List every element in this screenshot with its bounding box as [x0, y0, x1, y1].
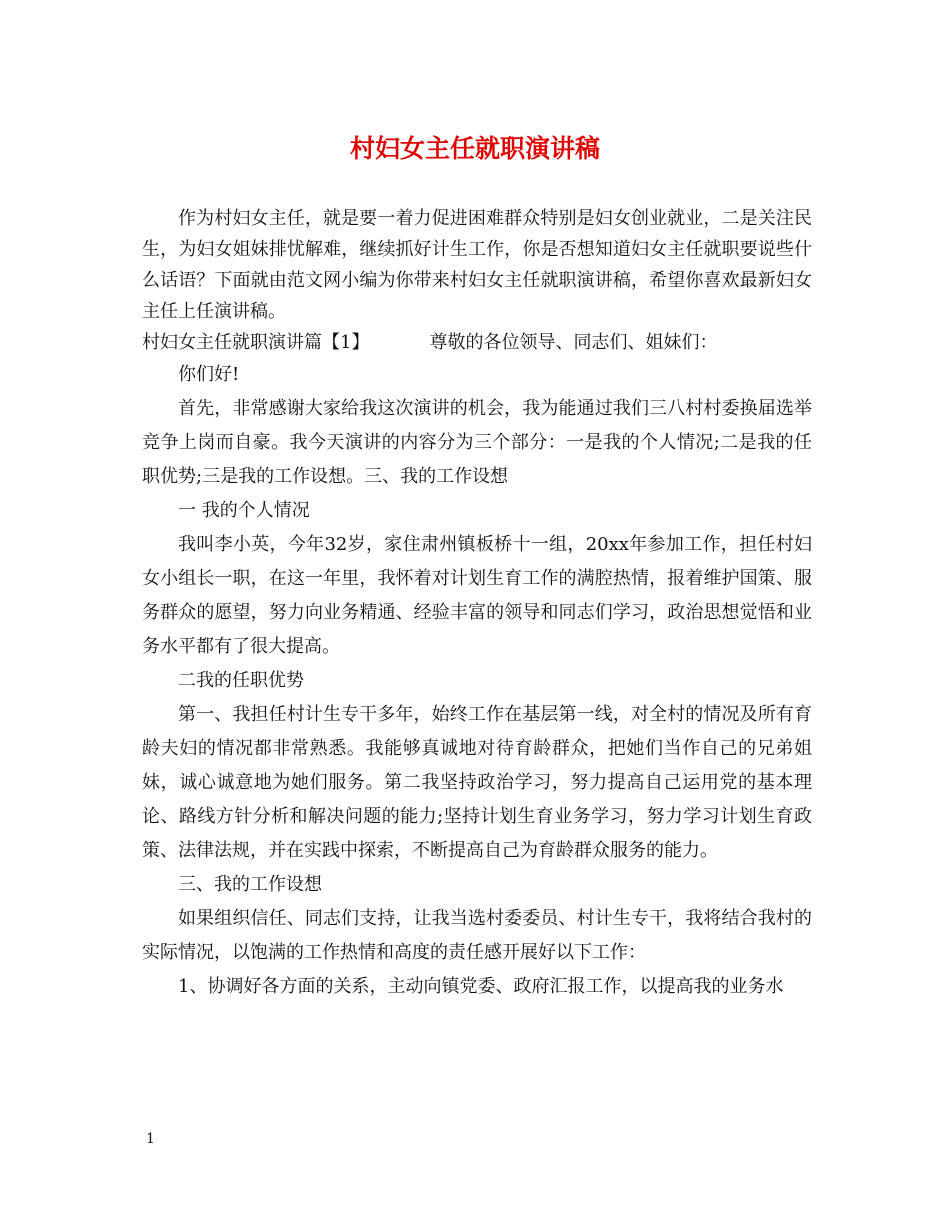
intro-paragraph: 作为村妇女主任，就是要一着力促进困难群众特别是妇女创业就业，二是关注民生，为妇女姐妹排忧解难，继续抓好计生工作，你是否想知道妇女主任就职要说些什么话语？下面就由范文网小编为你带来村妇女主任就职演讲稿，希望你喜欢最新妇女主任上任演讲稿。: [142, 208, 812, 322]
paragraph-advantages: 第一、我担任村计生专干多年，始终工作在基层第一线，对全村的情况及所有育龄夫妇的情况都非常熟悉。我能够真诚地对待育龄群众，把她们当作自己的兄弟姐妹，诚心诚意地为她们服务。第二我坚持政治学习，努力提高自己运用党的基本理论、路线方针分析和解决问题的能力;坚持计划生育业务学习，努力学习计划生育政策、法律法规，并在实践中探索，不断提高自己为育龄群众服务的能力。: [142, 704, 812, 861]
heading-plans: 三、我的工作设想: [178, 874, 322, 895]
section-label: 村妇女主任就职演讲篇【1】: [142, 332, 370, 353]
paragraph-plans: 如果组织信任、同志们支持，让我当选村委委员、村计生专干，我将结合我村的实际情况，以饱满的工作热情和高度的责任感开展好以下工作：: [142, 908, 812, 963]
heading-personal: 一 我的个人情况: [178, 500, 310, 521]
page-number: 1: [146, 1131, 155, 1147]
section-header-row: [142, 327, 812, 358]
paragraph-personal: 我叫李小英，今年32岁，家住肃州镇板桥十一组，20xx年参加工作，担任村妇女小组长一职，在这一年里，我怀着对计划生育工作的满腔热情，报着维护国策、服务群众的愿望，努力向业务精通、经验丰富的领导和同志们学习，政治思想觉悟和业务水平都有了很大提高。: [142, 534, 812, 657]
greeting: 你们好!: [178, 364, 240, 385]
heading-advantages: 二我的任职优势: [178, 670, 304, 691]
document-body: [142, 203, 812, 1004]
salutation: 尊敬的各位领导、同志们、姐妹们：: [429, 332, 718, 353]
paragraph-item-1: 1、协调好各方面的关系，主动向镇党委、政府汇报工作，以提高我的业务水: [178, 976, 784, 997]
document-title: 村妇女主任就职演讲稿: [349, 134, 600, 163]
paragraph-opening: 首先，非常感谢大家给我这次演讲的机会，我为能通过我们三八村村委换届选举竞争上岗而自豪。我今天演讲的内容分为三个部分：一是我的个人情况;二是我的任职优势;三是我的工作设想。三、我的工作设想: [142, 398, 812, 487]
